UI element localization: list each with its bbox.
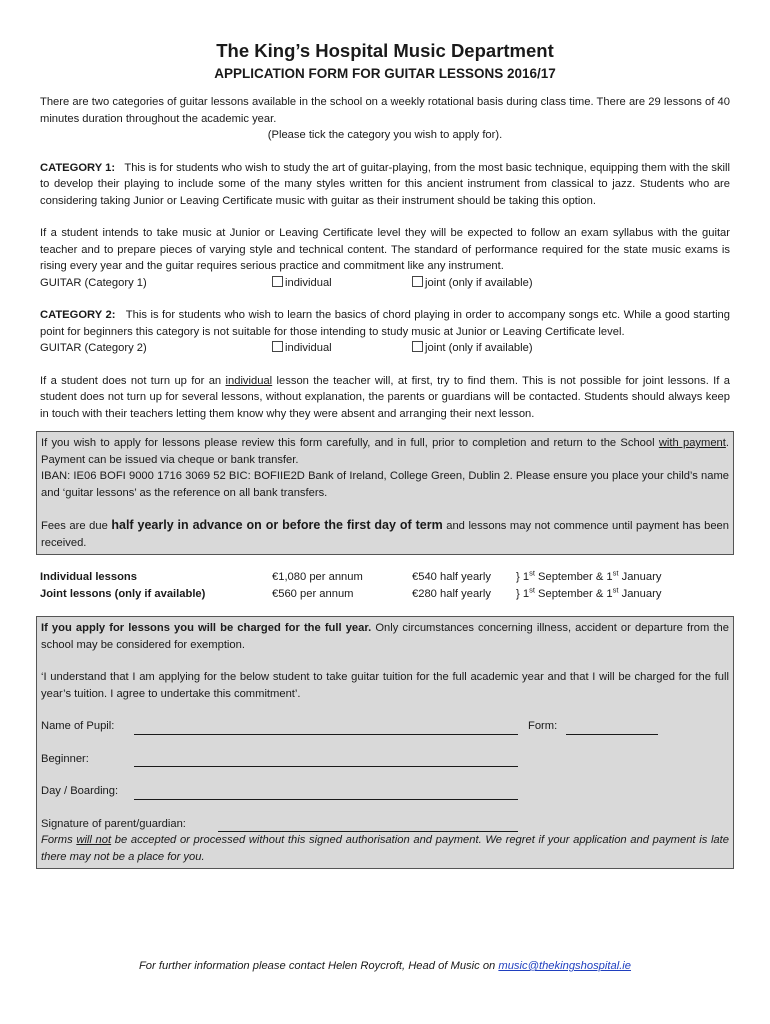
beginner-row xyxy=(41,751,729,768)
category1-joint-option[interactable]: joint (only if available) xyxy=(412,275,533,292)
category1-label: CATEGORY 1: xyxy=(40,161,116,174)
category1-description xyxy=(40,160,730,210)
full-year-charge-text: If you apply for lessons you will be charged for the full year. Only circumstances concerning illness, accident or departure from the school may be considered for exemption. xyxy=(41,622,729,651)
intro-text: There are two categories of guitar lessons available in the school on a weekly rotational basis during class time. There are 29 lessons of 40 minutes duration throughout the academic year. xyxy=(40,96,730,125)
contact-email-link[interactable]: music@thekingshospital.ie xyxy=(498,960,632,972)
pupil-name-field[interactable] xyxy=(134,722,518,735)
checkbox-icon[interactable] xyxy=(412,341,423,352)
fees-row-individual: Individual lessons €1,080 per annum €540 half yearly } 1st September & 1st January xyxy=(40,569,730,586)
beginner-label: Beginner: xyxy=(41,752,89,765)
fees-row-joint: Joint lessons (only if available) €560 per annum €280 half yearly } 1st September & 1st January xyxy=(40,586,730,603)
commitment-box xyxy=(36,616,734,869)
form-field[interactable] xyxy=(566,722,658,735)
signature-row xyxy=(41,816,729,833)
fees-dates: } 1st September & 1st January xyxy=(516,584,662,600)
day-boarding-row xyxy=(41,783,729,800)
footer-text: For further information please contact Helen Roycroft, Head of Music on xyxy=(138,960,499,972)
day-boarding-field[interactable] xyxy=(134,787,518,800)
signature-label: Signature of parent/guardian: xyxy=(41,817,186,830)
category2-option-label: GUITAR (Category 2) xyxy=(40,342,147,354)
checkbox-icon[interactable] xyxy=(272,341,283,352)
page-title: The King’s Hospital Music Department xyxy=(216,40,554,61)
form-subtitle: APPLICATION FORM FOR GUITAR LESSONS 2016/17 xyxy=(214,66,556,81)
category2-label: CATEGORY 2: xyxy=(40,309,116,321)
payment-info-box xyxy=(36,431,734,555)
category1-individual-option[interactable]: individual xyxy=(272,275,412,292)
checkbox-icon[interactable] xyxy=(272,276,283,287)
category2-joint-option[interactable]: joint (only if available) xyxy=(412,340,533,357)
pupil-name-row xyxy=(41,718,729,735)
category1-exam-text: If a student intends to take music at Junior or Leaving Certificate level they will be expected to follow an exam syllabus with the guitar teacher and to prepare pieces of varying style and technical content. The standard of performance required for the state music exams is rising every year and the guitar requires serious practice and commitment like any instrument. xyxy=(40,227,730,272)
day-boarding-label: Day / Boarding: xyxy=(41,785,119,797)
category1-text: This is for students who wish to study the art of guitar-playing, from the most basic technique, equipping them with the skill to develop their playing to include some of the many styles written for this ancient instrument from classical to jazz. Students who are considering taking Junior or Leaving Certificate music with guitar as their instrument should be taking this option. xyxy=(40,161,731,207)
fees-table xyxy=(40,569,730,602)
attendance-text: If a student does not turn up for an individual lesson the teacher will, at first, try to find them. This is not possible for joint lessons. If a student does not turn up for several lessons, without explanation, the parents or guardians will be contacted. Students should always keep in touch with their teachers letting them know why they were absent and arranging their next lesson. xyxy=(40,374,730,420)
commitment-quote: ‘I understand that I am applying for the below student to take guitar tuition for the full academic year and that I will be charged for the full year’s tuition. I agree to undertake this commitment’. xyxy=(41,671,729,700)
category1-option-label: GUITAR (Category 1) xyxy=(40,276,147,289)
fees-dates: } 1st September & 1st January xyxy=(516,568,662,583)
forms-note: Forms will not be accepted or processed without this signed authorisation and payment. We regret if your application and payment is late there may not be a place for you. xyxy=(41,834,729,863)
beginner-field[interactable] xyxy=(134,754,518,767)
category2-text: This is for students who wish to learn the basics of chord playing in order to accompany songs etc. While a good starting point for beginners this category is not suitable for those intending to study music at Junior or Leaving Certificate level. xyxy=(40,309,730,338)
footer-contact xyxy=(0,958,770,975)
checkbox-icon[interactable] xyxy=(412,276,423,287)
category2-options xyxy=(40,340,730,357)
intro-instruction: (Please tick the category you wish to apply for). xyxy=(267,129,503,141)
form-label: Form: xyxy=(528,720,558,732)
signature-field[interactable] xyxy=(218,819,518,832)
category2-individual-option[interactable]: individual xyxy=(272,340,412,357)
fees-due-text: Fees are due half yearly in advance on or before the first day of term and lessons may not commence until payment has been received. xyxy=(41,518,729,549)
category1-options xyxy=(40,275,730,292)
application-form xyxy=(40,38,730,869)
category2-description xyxy=(40,307,730,340)
pupil-name-label: Name of Pupil: xyxy=(41,720,115,732)
payment-instructions: If you wish to apply for lessons please review this form carefully, and in full, prior to completion and return to the School with payment. Payment can be issued via cheque or bank transfer. xyxy=(41,437,729,466)
bank-details: IBAN: IE06 BOFI 9000 1716 3069 52 BIC: BOFIIE2D Bank of Ireland, College Green, Dublin 2. Please ensure you place your child’s name and ‘guitar lessons’ as the reference on all bank transfers. xyxy=(41,470,729,499)
